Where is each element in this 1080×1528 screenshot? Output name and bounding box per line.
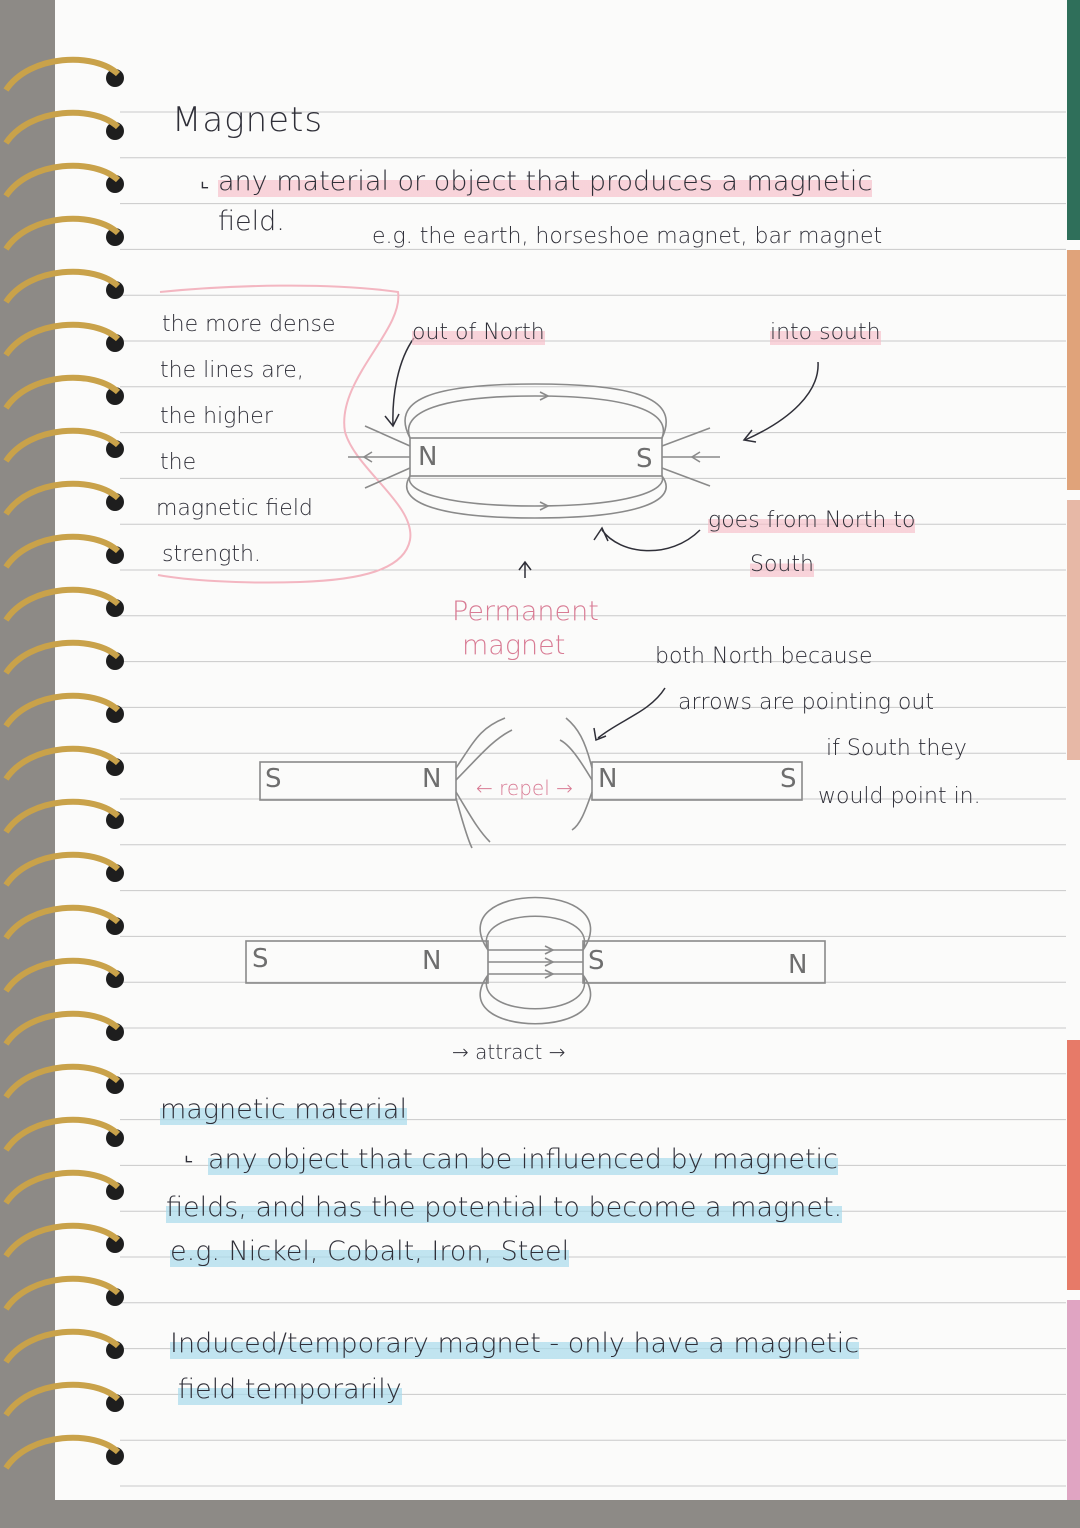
- out-of-north-text: out of North: [412, 320, 545, 345]
- repel-left-s-label: S: [265, 764, 282, 794]
- repel-label: ← repel →: [476, 776, 573, 800]
- mm-text-3: e.g. Nickel, Cobalt, Iron, Steel: [170, 1236, 570, 1267]
- attract-right-n-label: N: [788, 950, 808, 980]
- spiral-coil: [6, 272, 118, 302]
- density-line-1: the more dense: [162, 312, 336, 337]
- permanent-label-2: magnet: [462, 630, 566, 661]
- spiral-coil: [6, 60, 118, 90]
- spiral-coil: [6, 378, 118, 408]
- index-tab: [1067, 250, 1080, 490]
- spiral-coil: [6, 219, 118, 249]
- permanent-label-1: Permanent: [452, 596, 599, 627]
- index-tab: [1067, 1040, 1080, 1290]
- sub-bullet-2: ⌞: [184, 1142, 194, 1166]
- page-title: Magnets: [172, 100, 324, 140]
- magnetic-material-line-2: [166, 1192, 842, 1223]
- spiral-coil: [6, 1279, 118, 1309]
- goes-from-text-2: South: [750, 552, 814, 577]
- index-tabs: [1067, 0, 1080, 1500]
- spiral-coil: [6, 1385, 118, 1415]
- magnetic-material-heading: [160, 1094, 407, 1125]
- spiral-coil: [6, 1120, 118, 1150]
- density-line-3: the higher: [160, 404, 273, 429]
- top-magnet-n-label: N: [418, 442, 438, 472]
- spiral-coil: [6, 643, 118, 673]
- spiral-coil: [6, 431, 118, 461]
- induced-text-1: Induced/temporary magnet - only have a magnetic: [170, 1328, 860, 1359]
- density-line-4: the: [160, 450, 197, 475]
- spiral-coil: [6, 802, 118, 832]
- attract-left-s-label: S: [252, 944, 269, 974]
- induced-text-2: field temporarily: [178, 1374, 402, 1405]
- spiral-coil: [6, 1067, 118, 1097]
- index-tab: [1067, 500, 1080, 760]
- goes-from-text-1: goes from North to: [708, 508, 916, 533]
- index-tab: [1067, 0, 1080, 240]
- spiral-coil: [6, 484, 118, 514]
- spiral-coil: [6, 696, 118, 726]
- spiral-coil: [6, 1014, 118, 1044]
- spiral-coil: [6, 590, 118, 620]
- mm-text-2: fields, and has the potential to become a magnet.: [166, 1192, 843, 1223]
- into-south-label: [770, 320, 881, 345]
- spiral-binding: [6, 60, 124, 1468]
- spiral-coil: [6, 1226, 118, 1256]
- repel-right-n-label: N: [598, 764, 618, 794]
- out-of-north-label: [412, 320, 545, 345]
- goes-from-label-1: [708, 508, 915, 533]
- annotation-arrows: [385, 338, 818, 740]
- attract-left-n-label: N: [422, 946, 442, 976]
- spiral-coil: [6, 1173, 118, 1203]
- spiral-coil: [6, 1332, 118, 1362]
- into-south-text: into south: [770, 320, 881, 345]
- attract-magnets: [246, 898, 825, 1024]
- attract-label: → attract →: [452, 1040, 566, 1064]
- repel-right-s-label: S: [780, 764, 797, 794]
- induced-line-1: [170, 1328, 859, 1359]
- spiral-coil: [6, 908, 118, 938]
- both-north-line-3: if South they: [826, 736, 967, 761]
- spiral-coil: [6, 855, 118, 885]
- both-north-line-4: would point in.: [818, 784, 981, 809]
- spiral-coil: [6, 113, 118, 143]
- definition-line-2: field.: [218, 206, 285, 237]
- top-magnet-s-label: S: [636, 444, 653, 474]
- attract-right-s-label: S: [588, 946, 605, 976]
- goes-from-label-2: [750, 552, 814, 577]
- magnetic-material-line-3: [170, 1236, 569, 1267]
- mm-text-1: any object that can be influenced by magnetic: [208, 1144, 838, 1175]
- spiral-coil: [6, 961, 118, 991]
- density-line-5: magnetic field: [156, 496, 313, 521]
- index-tab: [1067, 1300, 1080, 1500]
- spiral-coil: [6, 749, 118, 779]
- magnetic-material-line-1: [208, 1144, 838, 1175]
- density-line-6: strength.: [162, 542, 261, 567]
- definition-line-1: [218, 166, 872, 197]
- density-line-2: the lines are,: [160, 358, 304, 383]
- examples-line: e.g. the earth, horseshoe magnet, bar magnet: [372, 224, 883, 249]
- sub-bullet: ⌞: [200, 168, 210, 192]
- magnetic-material-heading-text: magnetic material: [160, 1094, 407, 1125]
- permanent-bar-magnet: [348, 384, 720, 518]
- definition-text-1: any material or object that produces a magnetic: [218, 166, 873, 197]
- spiral-coil: [6, 325, 118, 355]
- spiral-coil: [6, 1438, 118, 1468]
- both-north-line-1: both North because: [655, 644, 873, 669]
- spiral-coil: [6, 166, 118, 196]
- repel-left-n-label: N: [422, 764, 442, 794]
- induced-line-2: [178, 1374, 402, 1405]
- spiral-coil: [6, 537, 118, 567]
- both-north-line-2: arrows are pointing out: [678, 690, 934, 715]
